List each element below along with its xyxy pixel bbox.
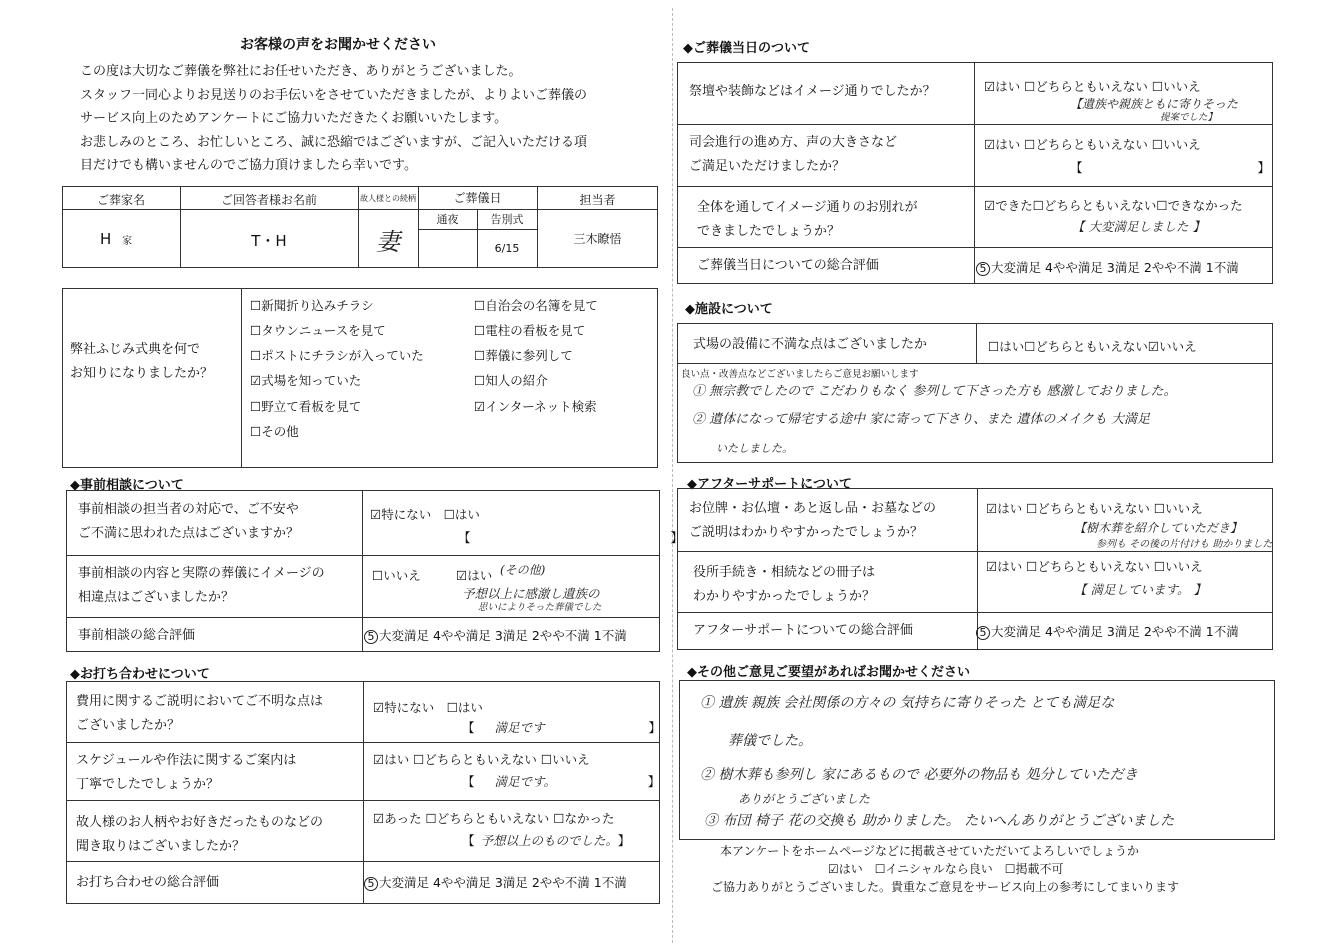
after-q2-handwriting: 【 満足しています。 】 [1074, 582, 1206, 597]
section-day-title: ◆ご葬儀当日のついて [683, 41, 810, 56]
pre-q2-option-yes[interactable]: ☑はい [456, 568, 493, 583]
intro-text [80, 60, 587, 178]
day-q1-options[interactable]: ☑はい ☐どちらともいえない ☐いいえ [984, 79, 1201, 94]
publish-options[interactable]: ☑はい ☐イニシャルなら良い ☐掲載不可 [828, 862, 1064, 876]
day-q3-handwriting: 【 大変満足しました 】 [1072, 219, 1205, 234]
facility-q1-options[interactable]: ☐はい☐どちらともいえない☑いいえ [988, 339, 1197, 354]
after-q3-rating[interactable]: 5 大変満足 4やや満足 3満足 2やや不満 1不満 [976, 622, 1239, 640]
intro-line: お悲しみのところ、お忙しいところ、誠に恐縮ではございますが、ご記入いただける項 [80, 134, 588, 150]
day-q4: ご葬儀当日についての総合評価 [697, 258, 879, 273]
respondent-name: T・H [251, 232, 287, 250]
source-option[interactable]: ☐新聞折り込みチラシ [250, 298, 374, 313]
meeting-q3-bracket[interactable]: 【 予想以上のものでした。 】 [462, 833, 631, 848]
header-relation: 故人様との続柄 [360, 194, 416, 203]
survey-title: お客様の声をお聞かせください [240, 37, 436, 53]
meeting-q1-bracket[interactable]: 【 満足です 】 [462, 720, 662, 735]
after-q2-options[interactable]: ☑はい ☐どちらともいえない ☐いいえ [986, 559, 1203, 574]
source-option[interactable]: ☐タウンニュースを見て [250, 323, 386, 338]
pre-q2-handwriting: 思いによりそった葬儀でした [478, 602, 602, 613]
day-q1-handwriting: 【遺族や親族ともに寄りそった [1070, 97, 1239, 111]
day-q2-bracket[interactable]: 【 】 [1070, 160, 1271, 175]
after-q1-handwriting: 参列も その後の片付けも 助かりました [1096, 539, 1273, 550]
day-q3: 全体を通してイメージ通りのお別れが できましたでしょうか？ [697, 200, 918, 239]
section-pre-title: ◆事前相談について [70, 478, 184, 493]
meeting-q1: 費用に関するご説明においてご不明な点は ございましたか？ [76, 694, 324, 733]
other-handwriting: ① 遺族 親族 会社関係の方々の 気持ちに寄りそった とても満足な [700, 695, 1115, 711]
thanks-text: ご協力ありがとうございました。貴重なご意見をサービス向上の参考にしてまいります [711, 880, 1180, 894]
section-other-title: ◆その他ご意見ご要望があればお聞かせください [687, 665, 970, 680]
meeting-q2-handwriting: 満足です。 [494, 774, 550, 789]
pre-q2: 事前相談の内容と実際の葬儀にイメージの 相違点はございましたか？ [78, 566, 325, 605]
family-suffix: 家 [122, 236, 133, 247]
source-option[interactable]: ☐知人の紹介 [474, 373, 548, 388]
intro-line: この度は大切なご葬儀を弊社にお任せいただき、ありがとうございました。 [80, 64, 522, 79]
header-tsuya: 通夜 [436, 213, 459, 226]
other-handwriting: ③ 布団 椅子 花の交換も 助かりました。 たいへんありがとうございました [704, 813, 1175, 829]
meeting-q2: スケジュールや作法に関するご案内は 丁寧でしたでしょうか？ [76, 753, 297, 792]
header-date: ご葬儀日 [453, 191, 502, 205]
other-handwriting: 葬儀でした。 [728, 733, 812, 749]
rating-circle: 5 [364, 630, 378, 644]
after-q1: お位牌・お仏壇・あと返し品・お墓などの ご説明はわかりやすかったでしょうか？ [689, 501, 937, 540]
family-value: H [100, 230, 112, 248]
other-handwriting: ② 樹木葬も参列し 家にあるもので 必要外の物品も 処分していただき [700, 767, 1138, 783]
source-option[interactable]: ☐自治会の名簿を見て [474, 298, 598, 313]
page-fold [672, 8, 673, 943]
section-after-title: ◆アフターサポートについて [687, 477, 852, 492]
pre-q1-bracket[interactable]: 【 】 [458, 530, 684, 545]
rating-circle: 5 [976, 262, 990, 276]
section-facility-title: ◆施設について [685, 302, 773, 317]
staff-value: 三木瞭悟 [573, 232, 622, 246]
pre-q1-options[interactable]: ☑特にない ☐はい [370, 507, 480, 522]
day-q1-handwriting: 提案でした】 [1160, 112, 1218, 123]
source-option[interactable]: ☐ポストにチラシが入っていた [250, 348, 424, 363]
intro-line: サービス向上のためアンケートにご協力いただきたくお願いいたします。 [80, 111, 508, 126]
source-option[interactable]: ☑式場を知っていた [250, 373, 362, 388]
intro-line: スタッフ一同心よりお見送りのお手伝いをさせていただきましたが、よりよいご葬儀の [80, 87, 588, 103]
other-handwriting: ありがとうございました [738, 792, 871, 806]
meeting-q1-handwriting: 満足です [494, 720, 545, 735]
rating-circle: 5 [976, 626, 990, 640]
family-name [100, 230, 132, 248]
kokubetsu-value: 6/15 [494, 242, 520, 255]
rating-circle: 5 [364, 877, 378, 891]
source-option[interactable]: ☐その他 [250, 424, 299, 439]
source-option[interactable]: ☐野立て看板を見て [250, 399, 362, 414]
facility-handwriting: ② 遺体になって帰宅する途中 家に寄って下さり、また 遺体のメイクも 大満足 [692, 412, 1151, 427]
facility-note-label: 良い点・改善点などございましたらご意見お願いします [681, 369, 919, 380]
source-option[interactable]: ☐葬儀に参列して [474, 348, 573, 363]
after-q1-handwriting: 【樹木葬を紹介していただき】 [1074, 521, 1243, 535]
header-kokubetsu: 告別式 [490, 213, 524, 226]
meeting-q3-options[interactable]: ☑あった ☐どちらともいえない ☐なかった [373, 811, 615, 826]
after-q2: 役所手続き・相続などの冊子は わかりやすかったでしょうか？ [693, 565, 876, 604]
meeting-q3: 故人様のお人柄やお好きだったものなどの 聞き取りはございましたか？ [76, 815, 324, 854]
pre-q1: 事前相談の担当者の対応で、ご不安や ご不満に思われた点はございますか？ [78, 502, 300, 541]
day-q4-rating[interactable]: 5 大変満足 4やや満足 3満足 2やや不満 1不満 [976, 258, 1239, 276]
meeting-q2-options[interactable]: ☑はい ☐どちらともいえない ☐いいえ [373, 752, 590, 767]
header-family: ご葬家名 [96, 193, 145, 207]
meeting-q2-bracket[interactable]: 【 満足です。 】 [462, 774, 661, 789]
meeting-q4: お打ち合わせの総合評価 [76, 875, 220, 890]
header-staff: 担当者 [579, 193, 616, 207]
meeting-q1-options[interactable]: ☑特にない ☐はい [373, 700, 483, 715]
relation-value: 妻 [376, 228, 400, 256]
meeting-q4-rating[interactable]: 5 大変満足 4やや満足 3満足 2やや不満 1不満 [364, 873, 627, 891]
pre-q2-handwriting-tag: (その他) [500, 563, 546, 577]
section-meeting-title: ◆お打ち合わせについて [70, 667, 210, 682]
day-q2-options[interactable]: ☑はい ☐どちらともいえない ☐いいえ [984, 137, 1201, 152]
source-option[interactable]: ☐電柱の看板を見て [474, 323, 586, 338]
after-q1-options[interactable]: ☑はい ☐どちらともいえない ☐いいえ [986, 501, 1203, 516]
day-q3-options[interactable]: ☑できた☐どちらともいえない☐できなかった [984, 198, 1243, 213]
source-question: 弊社ふじみ式典を何で お知りになりましたか？ [70, 342, 214, 381]
pre-q2-handwriting: 予想以上に感激し遺族の [462, 586, 600, 601]
day-q2: 司会進行の進め方、声の大きさなど ご満足いただけましたか？ [689, 135, 898, 174]
pre-q3-rating[interactable]: 5 大変満足 4やや満足 3満足 2やや不満 1不満 [364, 626, 627, 644]
intro-line: 目だけでも構いませんのでご協力頂けましたら幸いです。 [80, 158, 417, 173]
day-q1: 祭壇や装飾などはイメージ通りでしたか？ [689, 84, 936, 99]
facility-q1: 式場の設備に不満な点はございましたか [693, 337, 928, 352]
after-q3: アフターサポートについての総合評価 [693, 623, 913, 638]
facility-handwriting: いたしました。 [716, 442, 793, 455]
pre-q3: 事前相談の総合評価 [78, 628, 196, 643]
publish-question: 本アンケートをホームページなどに掲載させていただいてよろしいでしょうか [720, 844, 1140, 858]
pre-q2-option-no[interactable]: ☐いいえ [372, 568, 421, 583]
meeting-q3-handwriting: 予想以上のものでした。 [480, 833, 612, 848]
facility-handwriting: ① 無宗教でしたので こだわりもなく 参列して下さった方も 感激しておりました。 [692, 384, 1177, 399]
header-respondent: ご回答者様お名前 [220, 193, 317, 207]
source-option[interactable]: ☑インターネット検索 [474, 399, 597, 414]
